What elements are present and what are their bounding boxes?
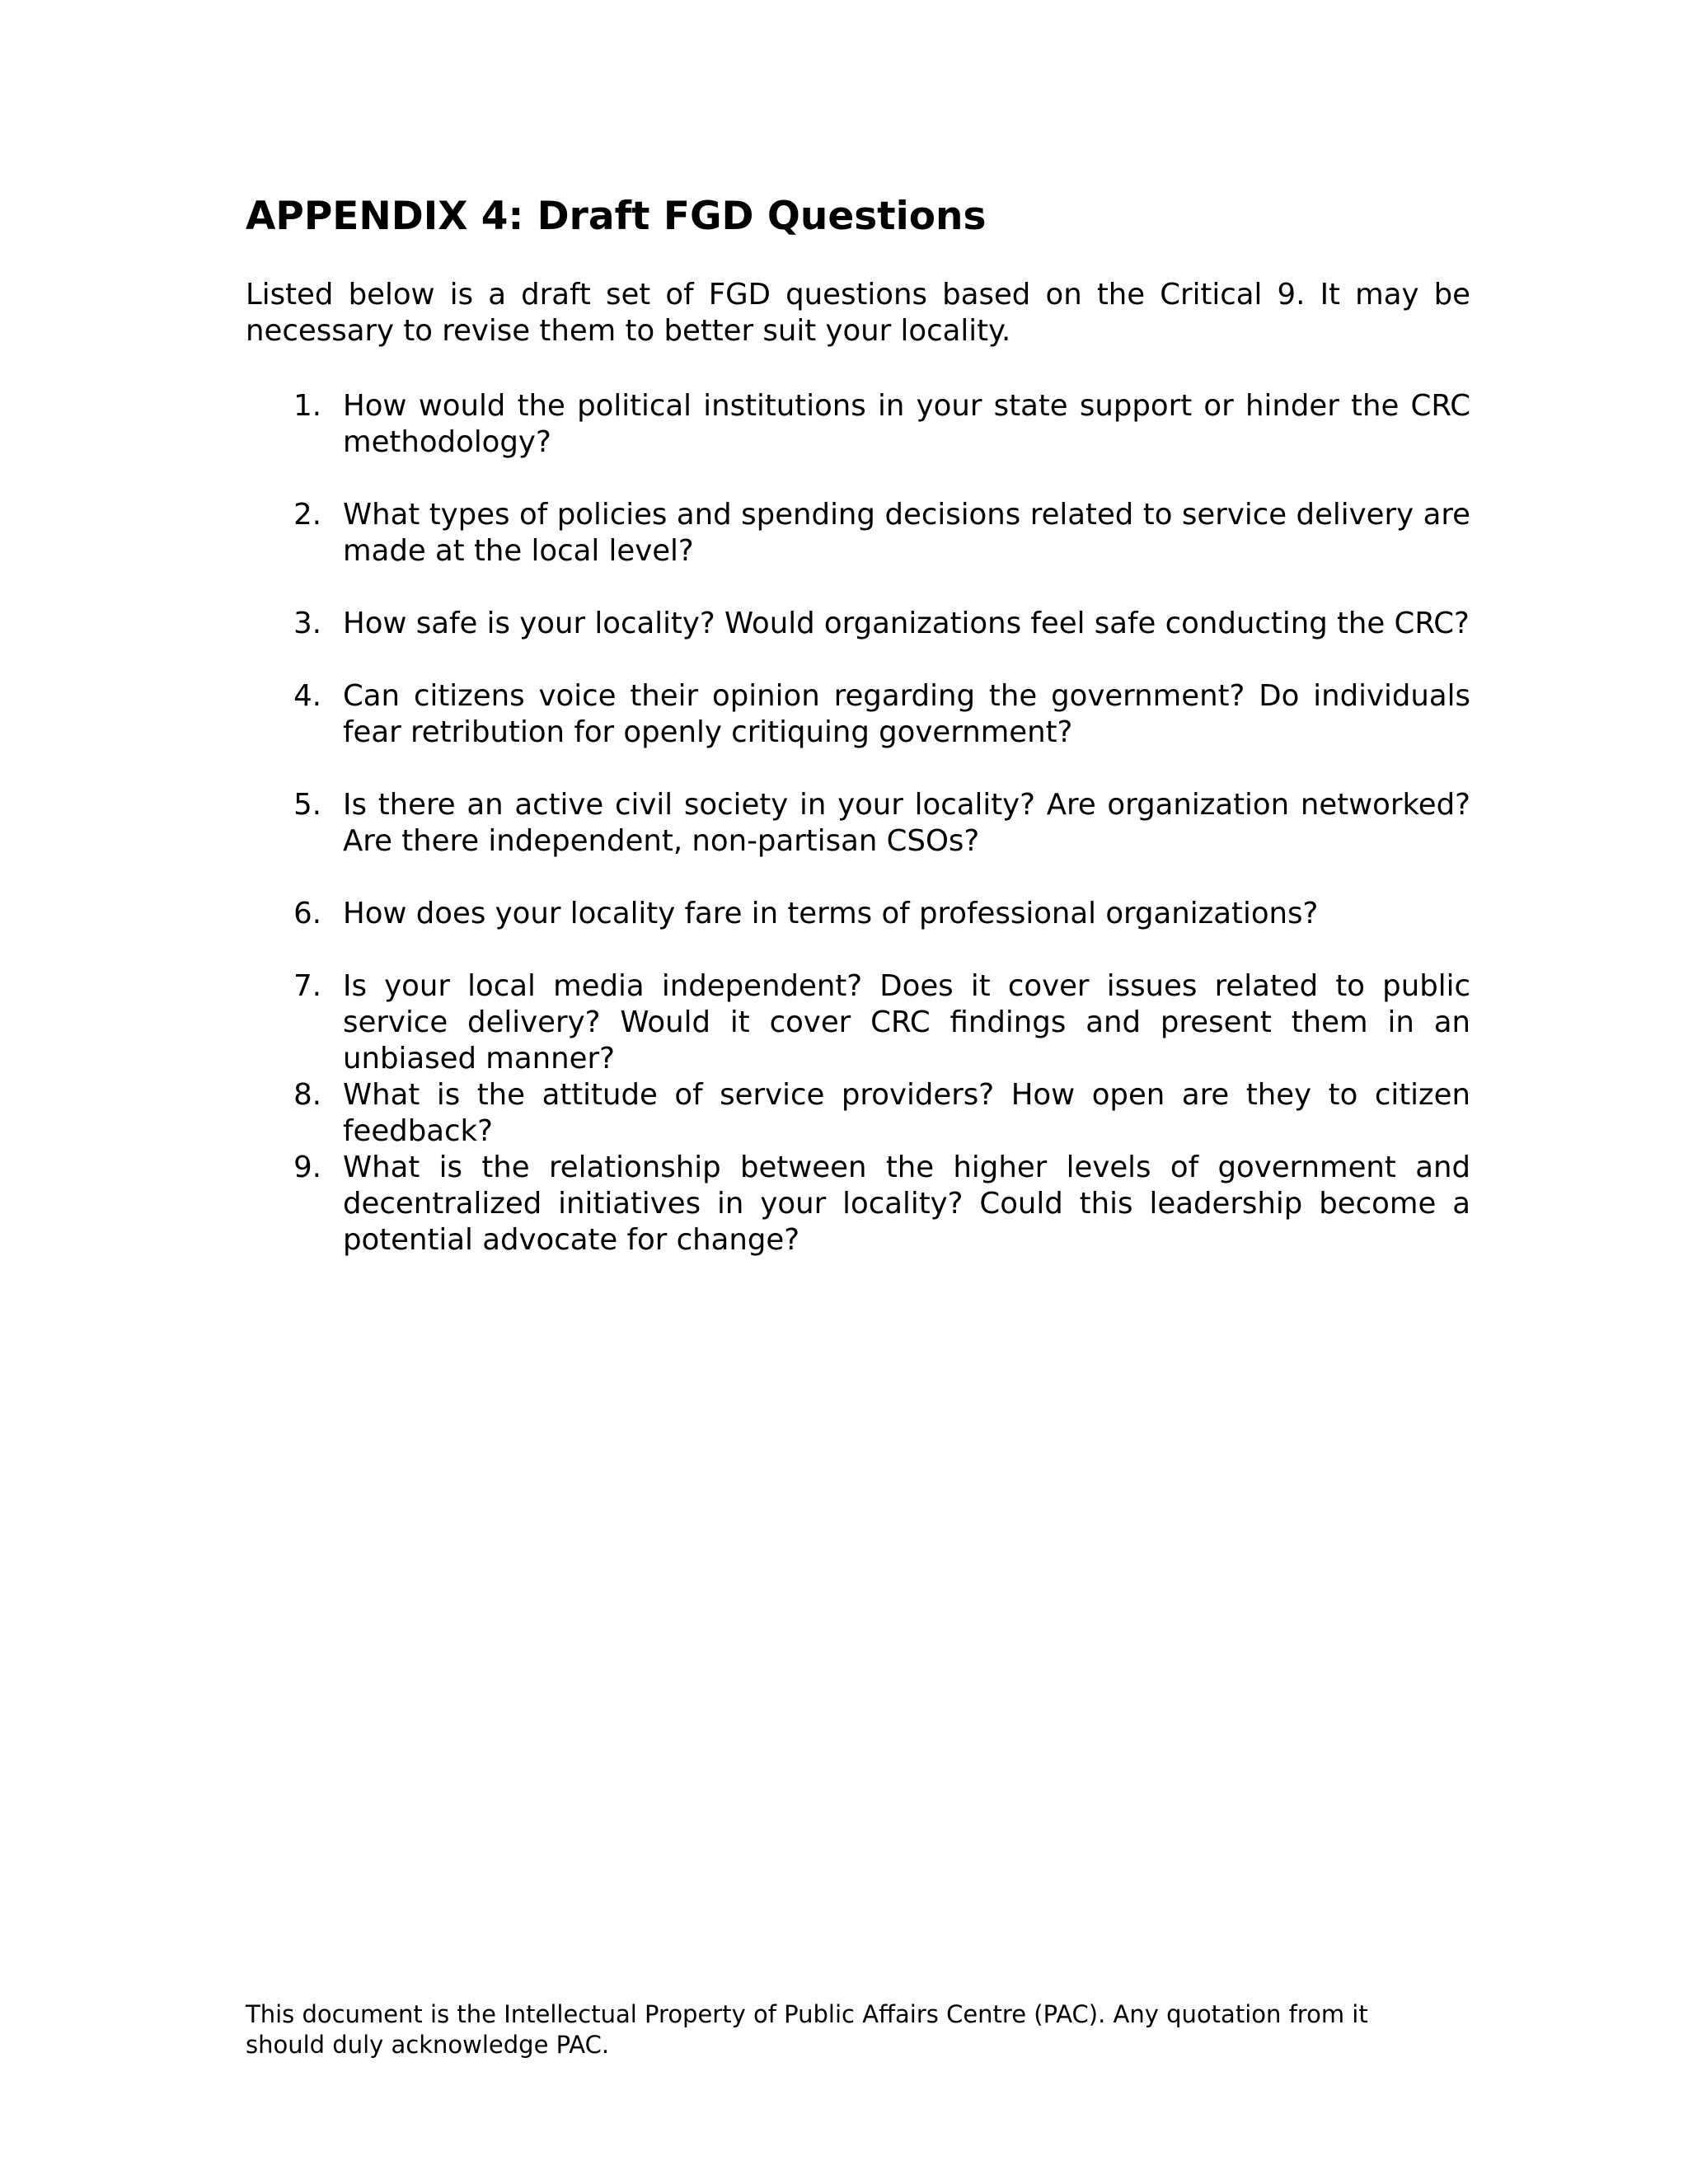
question-number: 1. [293, 389, 321, 423]
question-text: How safe is your locality? Would organizations feel safe conducting the CRC? [343, 607, 1470, 640]
question-text: What types of policies and spending decisions related to service delivery are made at the local level? [343, 498, 1470, 568]
question-text: What is the relationship between the higher levels of government and decentralized initiatives in your locality? Could this leadership become a potential advocate for change? [343, 1151, 1470, 1257]
question-number: 9. [293, 1151, 321, 1184]
question-number: 7. [293, 969, 321, 1003]
question-text: Can citizens voice their opinion regarding the government? Do individuals fear retribution for openly critiquing government? [343, 679, 1470, 749]
question-text: How does your locality fare in terms of professional organizations? [343, 897, 1319, 930]
question-text: Is your local media independent? Does it cover issues related to public service delivery? Would it cover CRC findings and present them in an unbiased manner? [343, 969, 1470, 1076]
question-number: 4. [293, 679, 321, 713]
intro-paragraph: Listed below is a draft set of FGD questions based on the Critical 9. It may be necessary to revise them to better suit your locality. [246, 278, 1470, 348]
footer-notice: This document is the Intellectual Property of Public Affairs Centre (PAC). Any quotation from it should duly acknowledge PAC. [246, 2000, 1368, 2059]
question-number: 3. [293, 607, 321, 640]
question-text: What is the attitude of service providers? How open are they to citizen feedback? [343, 1078, 1470, 1148]
question-text: Is there an active civil society in your locality? Are organization networked? Are there independent, non-partisan CSOs? [343, 788, 1470, 858]
question-number: 5. [293, 788, 321, 822]
question-number: 6. [293, 897, 321, 930]
question-text: How would the political institutions in your state support or hinder the CRC methodology? [343, 389, 1470, 459]
question-number: 2. [293, 498, 321, 532]
question-number: 8. [293, 1078, 321, 1112]
page-title: APPENDIX 4: Draft FGD Questions [246, 194, 987, 239]
